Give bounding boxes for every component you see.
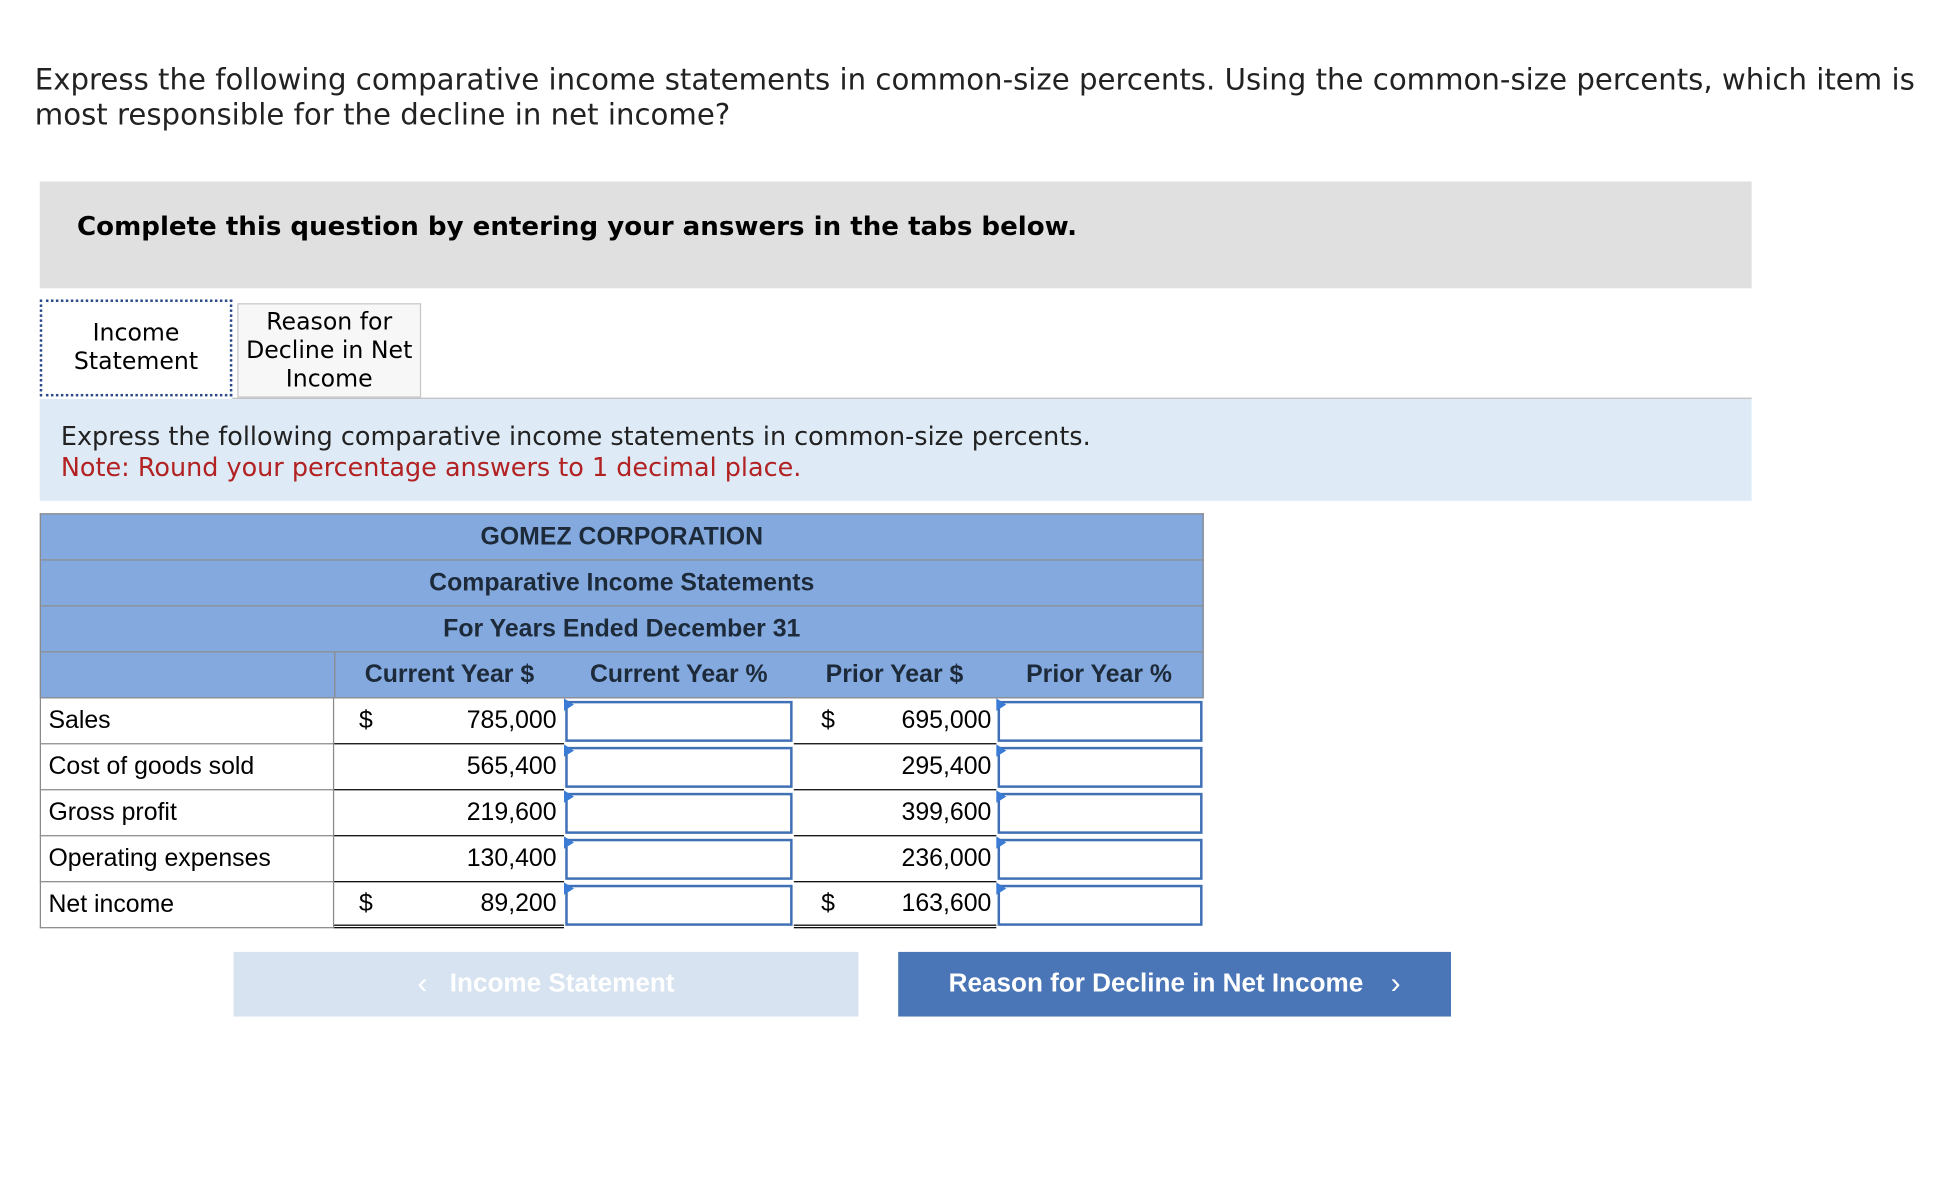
prior-year-percent-cell [996, 698, 1203, 744]
amount-value: 236,000 [901, 844, 992, 872]
next-tab-label: Reason for Decline in Net Income [948, 969, 1364, 998]
current-year-amount [334, 790, 564, 836]
amount-value: 565,400 [466, 752, 557, 780]
current-year-amount [334, 744, 564, 790]
prior-year-percent-cell [996, 836, 1203, 882]
currency-symbol: $ [821, 889, 835, 917]
tab-income-statement[interactable] [40, 299, 233, 396]
prior-year-amount [794, 882, 996, 928]
current-year-amount [334, 836, 564, 882]
column-header-current-dollars: Current Year $ [364, 660, 535, 688]
instruction-text: Complete this question by entering your answers in the tabs below. [77, 211, 1078, 242]
current-year-percent-cell [564, 744, 794, 790]
tab-reason-for-decline[interactable] [237, 303, 421, 397]
currency-symbol: $ [359, 706, 373, 734]
current-year-percent-input[interactable] [565, 793, 792, 834]
prior-year-percent-cell [996, 790, 1203, 836]
income-statement-table [40, 513, 1204, 928]
prior-year-amount [794, 744, 996, 790]
row-label: Gross profit [40, 790, 334, 836]
current-year-percent-input[interactable] [565, 839, 792, 880]
input-marker-icon [564, 790, 574, 802]
column-header-blank [41, 652, 335, 697]
table-row-sales [40, 698, 1204, 744]
statement-title: Comparative Income Statements [40, 559, 1204, 605]
table-row-net-income [40, 882, 1204, 928]
company-name: GOMEZ CORPORATION [40, 513, 1204, 559]
previous-tab-label: Income Statement [449, 969, 675, 998]
row-label: Operating expenses [40, 836, 334, 882]
previous-tab-button [234, 952, 859, 1017]
input-marker-icon [564, 698, 574, 710]
statement-period: For Years Ended December 31 [40, 605, 1204, 651]
prior-year-percent-input[interactable] [998, 701, 1203, 742]
current-year-percent-cell [564, 882, 794, 928]
prior-year-percent-input[interactable] [998, 793, 1203, 834]
table-row-cost-of-goods-sold [40, 744, 1204, 790]
input-marker-icon [996, 744, 1006, 756]
current-year-amount [334, 882, 564, 928]
column-header-current-percent: Current Year % [589, 660, 768, 688]
input-marker-icon [564, 744, 574, 756]
amount-value: 130,400 [466, 844, 557, 872]
chevron-left-icon: ‹ [417, 966, 428, 1001]
amount-value: 785,000 [466, 706, 557, 734]
input-marker-icon [996, 698, 1006, 710]
currency-symbol: $ [359, 889, 373, 917]
sub-instruction-panel [40, 399, 1752, 501]
prior-year-percent-input[interactable] [998, 885, 1203, 926]
chevron-right-icon: › [1390, 966, 1401, 1001]
input-marker-icon [564, 836, 574, 848]
column-header-prior-percent: Prior Year % [1026, 660, 1173, 688]
input-marker-icon [564, 882, 574, 894]
prior-year-amount [794, 836, 996, 882]
prior-year-percent-input[interactable] [998, 747, 1203, 788]
amount-value: 89,200 [480, 889, 557, 917]
prior-year-amount [794, 698, 996, 744]
current-year-percent-cell [564, 790, 794, 836]
row-label: Sales [40, 698, 334, 744]
amount-value: 399,600 [901, 798, 992, 826]
amount-value: 219,600 [466, 798, 557, 826]
table-row-gross-profit [40, 790, 1204, 836]
rounding-note: Note: Round your percentage answers to 1 decimal place. [60, 452, 802, 483]
amount-value: 295,400 [901, 752, 992, 780]
amount-value: 695,000 [901, 706, 992, 734]
row-label: Net income [40, 882, 334, 928]
row-label: Cost of goods sold [40, 744, 334, 790]
input-marker-icon [996, 836, 1006, 848]
next-tab-button[interactable] [898, 952, 1451, 1017]
input-marker-icon [996, 882, 1006, 894]
prior-year-percent-input[interactable] [998, 839, 1203, 880]
sub-instruction-text: Express the following comparative income statements in common-size percents. [60, 421, 1091, 452]
current-year-percent-cell [564, 698, 794, 744]
current-year-percent-cell [564, 836, 794, 882]
prior-year-percent-cell [996, 882, 1203, 928]
current-year-percent-input[interactable] [565, 747, 792, 788]
input-marker-icon [996, 790, 1006, 802]
tab-label: Income Statement [73, 319, 199, 376]
amount-value: 163,600 [901, 889, 992, 917]
current-year-amount [334, 698, 564, 744]
instruction-banner [40, 181, 1752, 288]
current-year-percent-input[interactable] [565, 701, 792, 742]
table-row-operating-expenses [40, 836, 1204, 882]
current-year-percent-input[interactable] [565, 885, 792, 926]
currency-symbol: $ [821, 706, 835, 734]
question-text: Express the following comparative income statements in common-size percents. Using the common-size percents, which item is most responsible for the decline in net income? [34, 62, 1915, 132]
column-header-prior-dollars: Prior Year $ [825, 660, 964, 688]
tab-label: Reason for Decline in Net Income [246, 307, 413, 393]
column-header-row [40, 651, 1204, 698]
prior-year-percent-cell [996, 744, 1203, 790]
prior-year-amount [794, 790, 996, 836]
